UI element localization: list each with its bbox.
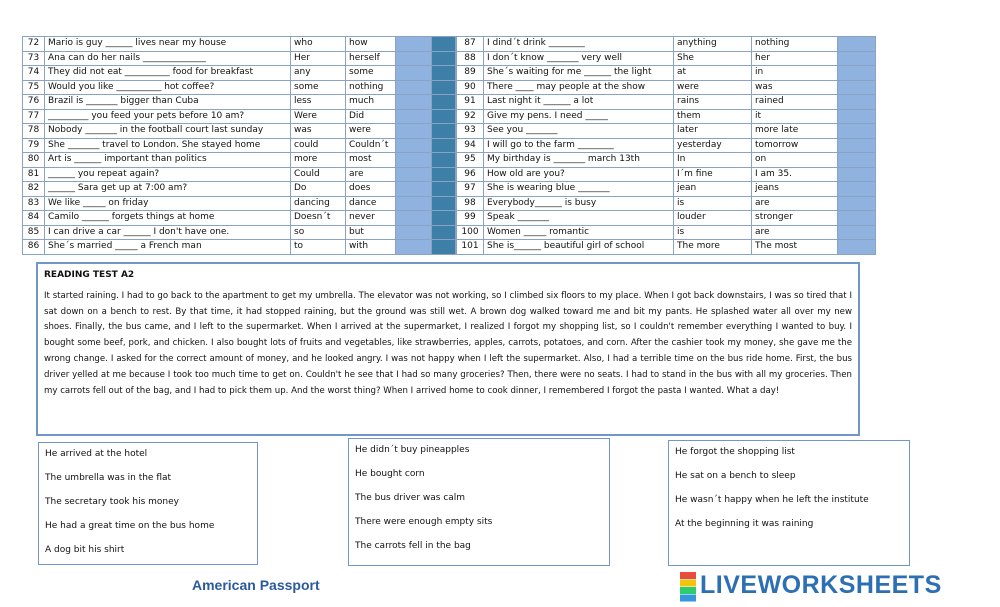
question-number: 98 bbox=[457, 196, 484, 211]
question-number: 85 bbox=[23, 225, 45, 240]
option-b[interactable]: I am 35. bbox=[752, 167, 838, 182]
option-b[interactable]: with bbox=[346, 240, 396, 255]
statement[interactable]: He wasn´t happy when he left the institute bbox=[675, 495, 869, 505]
table-row bbox=[457, 124, 876, 139]
option-b[interactable]: dance bbox=[346, 196, 396, 211]
answer-field[interactable] bbox=[396, 138, 432, 153]
question-sentence: Art is ______ important than politics bbox=[45, 153, 291, 168]
option-b[interactable]: how bbox=[346, 37, 396, 52]
statement[interactable]: A dog bit his shirt bbox=[45, 545, 125, 555]
answer-field[interactable] bbox=[396, 167, 432, 182]
answer-field[interactable] bbox=[838, 182, 876, 197]
question-number: 89 bbox=[457, 66, 484, 81]
question-sentence: Nobody _______ in the football court last sunday bbox=[45, 124, 291, 139]
question-number: 73 bbox=[23, 51, 45, 66]
answer-field[interactable] bbox=[396, 95, 432, 110]
question-sentence: My birthday is _______ march 13th bbox=[484, 153, 674, 168]
question-number: 79 bbox=[23, 138, 45, 153]
reading-title: READING TEST A2 bbox=[44, 270, 135, 280]
question-number: 72 bbox=[23, 37, 45, 52]
question-sentence: I can drive a car ______ I don't have one. bbox=[45, 225, 291, 240]
option-b[interactable]: some bbox=[346, 66, 396, 81]
table-row bbox=[457, 138, 876, 153]
option-a[interactable]: louder bbox=[674, 211, 752, 226]
question-number: 87 bbox=[457, 37, 484, 52]
answer-marker bbox=[432, 167, 456, 182]
option-b[interactable]: on bbox=[752, 153, 838, 168]
option-a[interactable]: dancing bbox=[291, 196, 346, 211]
option-a[interactable]: to bbox=[291, 240, 346, 255]
question-number: 88 bbox=[457, 51, 484, 66]
option-a[interactable]: In bbox=[674, 153, 752, 168]
option-b[interactable]: were bbox=[346, 124, 396, 139]
option-a[interactable]: later bbox=[674, 124, 752, 139]
table-row bbox=[23, 80, 456, 95]
option-a[interactable]: She bbox=[674, 51, 752, 66]
liveworksheets-logo-icon bbox=[680, 572, 696, 602]
question-sentence: Everybody______ is busy bbox=[484, 196, 674, 211]
option-a[interactable]: any bbox=[291, 66, 346, 81]
question-number: 93 bbox=[457, 124, 484, 139]
answer-marker bbox=[432, 66, 456, 81]
table-row bbox=[457, 240, 876, 255]
table-row bbox=[457, 167, 876, 182]
option-b[interactable]: nothing bbox=[752, 37, 838, 52]
option-a[interactable]: Were bbox=[291, 109, 346, 124]
answer-field[interactable] bbox=[396, 196, 432, 211]
question-sentence: She _______ travel to London. She stayed home bbox=[45, 138, 291, 153]
option-b[interactable]: stronger bbox=[752, 211, 838, 226]
option-b[interactable]: are bbox=[752, 196, 838, 211]
table-row bbox=[457, 80, 876, 95]
table-row bbox=[23, 167, 456, 182]
option-a[interactable]: were bbox=[674, 80, 752, 95]
answer-field[interactable] bbox=[838, 196, 876, 211]
question-number: 100 bbox=[457, 225, 484, 240]
table-row bbox=[457, 182, 876, 197]
question-number: 75 bbox=[23, 80, 45, 95]
statement[interactable]: The umbrella was in the flat bbox=[45, 473, 172, 483]
answer-field[interactable] bbox=[396, 124, 432, 139]
reading-passage bbox=[36, 262, 860, 436]
answer-marker bbox=[432, 51, 456, 66]
answer-field[interactable] bbox=[396, 225, 432, 240]
question-sentence: See you _______ bbox=[484, 124, 674, 139]
option-a[interactable]: yesterday bbox=[674, 138, 752, 153]
table-row bbox=[23, 240, 456, 255]
answer-marker bbox=[432, 240, 456, 255]
table-row bbox=[457, 37, 876, 52]
option-b[interactable]: rained bbox=[752, 95, 838, 110]
option-b[interactable]: more late bbox=[752, 124, 838, 139]
answer-field[interactable] bbox=[838, 66, 876, 81]
statement[interactable]: He sat on a bench to sleep bbox=[675, 471, 796, 481]
statement[interactable]: The carrots fell in the bag bbox=[355, 541, 471, 551]
option-a[interactable]: Could bbox=[291, 167, 346, 182]
table-row bbox=[457, 109, 876, 124]
option-a[interactable]: was bbox=[291, 124, 346, 139]
option-a[interactable]: at bbox=[674, 66, 752, 81]
table-row bbox=[23, 153, 456, 168]
option-b[interactable]: her bbox=[752, 51, 838, 66]
question-sentence: Last night it ______ a lot bbox=[484, 95, 674, 110]
answer-field[interactable] bbox=[838, 167, 876, 182]
option-a[interactable]: anything bbox=[674, 37, 752, 52]
answer-field[interactable] bbox=[396, 37, 432, 52]
question-sentence: They did not eat __________ food for breakfast bbox=[45, 66, 291, 81]
option-b[interactable]: never bbox=[346, 211, 396, 226]
answer-field[interactable] bbox=[396, 182, 432, 197]
answer-marker bbox=[432, 225, 456, 240]
option-b[interactable]: nothing bbox=[346, 80, 396, 95]
option-b[interactable]: but bbox=[346, 225, 396, 240]
answer-marker bbox=[432, 182, 456, 197]
answer-field[interactable] bbox=[396, 80, 432, 95]
reading-text: It started raining. I had to go back to the apartment to get my umbrella. The elevator was not working, so I climbed six floors to my place. When I got back downstairs, I was so tired that I sat down on a bench to rest. By that time, it had stopped raining, but the ground was still wet. A brown dog walked toward me and bit my pants. He splashed water all over my new shoes. Finally, the bus came, and I left to the supermarket. When I arrived at the supermarket, I realized I forgot my shopping list, so I couldn't remember everything I wanted to buy. I bought some beef, pork, and chicken. I also bought lots of fruits and vegetables, like strawberries, apples, carrots, potatoes, and corn. After the cashier took my money, she gave me the wrong change. I asked for the correct amount of money, and he looked angry. I was not happy when I left the supermarket. Also, I had a terrible time on the bus ride home. First, the bus driver yelled at me because I took too much time to get on. Couldn't he see that I had so many groceries? Then, there were no seats. I had to stand in the bus with all my groceries. Then my carrots fell out of the bag, and I had to pick them up. And the worst thing? When I arrived home to cook dinner, I remembered I forgot the pasta I wanted. What a day! bbox=[44, 290, 852, 396]
question-sentence: I dind´t drink ________ bbox=[484, 37, 674, 52]
question-sentence: ______ you repeat again? bbox=[45, 167, 291, 182]
answer-field[interactable] bbox=[838, 211, 876, 226]
question-sentence: Speak _______ bbox=[484, 211, 674, 226]
option-b[interactable]: was bbox=[752, 80, 838, 95]
answer-marker bbox=[432, 80, 456, 95]
option-a[interactable]: rains bbox=[674, 95, 752, 110]
question-number: 74 bbox=[23, 66, 45, 81]
question-sentence: Women _____ romantic bbox=[484, 225, 674, 240]
grammar-table-right bbox=[456, 36, 876, 255]
option-a[interactable]: is bbox=[674, 225, 752, 240]
answer-marker bbox=[432, 138, 456, 153]
table-row bbox=[23, 109, 456, 124]
question-sentence: She is wearing blue _______ bbox=[484, 182, 674, 197]
answer-field[interactable] bbox=[838, 95, 876, 110]
statement[interactable]: The bus driver was calm bbox=[355, 493, 466, 503]
option-b[interactable]: Couldn´t bbox=[346, 138, 396, 153]
option-b[interactable]: The most bbox=[752, 240, 838, 255]
table-row bbox=[23, 37, 456, 52]
table-row bbox=[457, 51, 876, 66]
answer-field[interactable] bbox=[396, 211, 432, 226]
answer-field[interactable] bbox=[838, 153, 876, 168]
answer-marker bbox=[432, 153, 456, 168]
question-number: 101 bbox=[457, 240, 484, 255]
question-number: 99 bbox=[457, 211, 484, 226]
question-sentence: I will go to the farm ________ bbox=[484, 138, 674, 153]
answer-field[interactable] bbox=[396, 66, 432, 81]
question-number: 86 bbox=[23, 240, 45, 255]
answer-field[interactable] bbox=[396, 240, 432, 255]
table-row bbox=[23, 51, 456, 66]
option-b[interactable]: jeans bbox=[752, 182, 838, 197]
option-b[interactable]: Did bbox=[346, 109, 396, 124]
table-row bbox=[457, 225, 876, 240]
answer-field[interactable] bbox=[838, 225, 876, 240]
grammar-table-left bbox=[22, 36, 456, 255]
option-b[interactable]: does bbox=[346, 182, 396, 197]
statement[interactable]: At the beginning it was raining bbox=[675, 519, 814, 529]
option-a[interactable]: Doesn´t bbox=[291, 211, 346, 226]
table-row bbox=[457, 196, 876, 211]
option-a[interactable]: less bbox=[291, 95, 346, 110]
question-number: 96 bbox=[457, 167, 484, 182]
statement[interactable]: He forgot the shopping list bbox=[675, 447, 795, 457]
american-passport-logo: American Passport bbox=[192, 577, 320, 593]
table-row bbox=[457, 153, 876, 168]
option-b[interactable]: it bbox=[752, 109, 838, 124]
question-sentence: She´s waiting for me ______ the light bbox=[484, 66, 674, 81]
answer-marker bbox=[432, 211, 456, 226]
question-sentence: ______ Sara get up at 7:00 am? bbox=[45, 182, 291, 197]
question-number: 90 bbox=[457, 80, 484, 95]
option-b[interactable]: in bbox=[752, 66, 838, 81]
question-number: 80 bbox=[23, 153, 45, 168]
question-sentence: Camilo ______ forgets things at home bbox=[45, 211, 291, 226]
answer-field[interactable] bbox=[838, 109, 876, 124]
question-sentence: Mario is guy ______ lives near my house bbox=[45, 37, 291, 52]
option-a[interactable]: some bbox=[291, 80, 346, 95]
question-number: 82 bbox=[23, 182, 45, 197]
question-number: 97 bbox=[457, 182, 484, 197]
question-number: 91 bbox=[457, 95, 484, 110]
option-a[interactable]: is bbox=[674, 196, 752, 211]
question-sentence: Brazil is _______ bigger than Cuba bbox=[45, 95, 291, 110]
answer-field[interactable] bbox=[838, 51, 876, 66]
statements-box-1 bbox=[38, 442, 258, 565]
answer-marker bbox=[432, 196, 456, 211]
question-number: 84 bbox=[23, 211, 45, 226]
answer-field[interactable] bbox=[838, 124, 876, 139]
question-number: 83 bbox=[23, 196, 45, 211]
question-number: 77 bbox=[23, 109, 45, 124]
question-number: 76 bbox=[23, 95, 45, 110]
option-b[interactable]: tomorrow bbox=[752, 138, 838, 153]
table-row bbox=[23, 182, 456, 197]
statements-box-2 bbox=[348, 438, 610, 566]
answer-marker bbox=[432, 95, 456, 110]
answer-marker bbox=[432, 124, 456, 139]
option-a[interactable]: more bbox=[291, 153, 346, 168]
question-sentence: _________ you feed your pets before 10 am? bbox=[45, 109, 291, 124]
question-sentence: I don´t know _______ very well bbox=[484, 51, 674, 66]
answer-marker bbox=[432, 109, 456, 124]
answer-marker bbox=[432, 37, 456, 52]
question-number: 92 bbox=[457, 109, 484, 124]
liveworksheets-logo: LIVEWORKSHEETS bbox=[700, 571, 942, 599]
question-sentence: She´s married _____ a French man bbox=[45, 240, 291, 255]
option-b[interactable]: much bbox=[346, 95, 396, 110]
answer-field[interactable] bbox=[838, 138, 876, 153]
statement[interactable]: He had a great time on the bus home bbox=[45, 521, 215, 531]
option-b[interactable]: are bbox=[752, 225, 838, 240]
table-row bbox=[457, 211, 876, 226]
question-number: 78 bbox=[23, 124, 45, 139]
statement[interactable]: The secretary took his money bbox=[45, 497, 179, 507]
statement[interactable]: He arrived at the hotel bbox=[45, 449, 148, 459]
option-a[interactable]: so bbox=[291, 225, 346, 240]
table-row bbox=[457, 66, 876, 81]
answer-field[interactable] bbox=[396, 109, 432, 124]
question-sentence: How old are you? bbox=[484, 167, 674, 182]
option-a[interactable]: who bbox=[291, 37, 346, 52]
question-sentence: There ____ may people at the show bbox=[484, 80, 674, 95]
table-row bbox=[23, 225, 456, 240]
answer-field[interactable] bbox=[838, 80, 876, 95]
option-b[interactable]: herself bbox=[346, 51, 396, 66]
table-row bbox=[23, 124, 456, 139]
statement[interactable]: He bought corn bbox=[355, 469, 425, 479]
table-row bbox=[457, 95, 876, 110]
question-number: 81 bbox=[23, 167, 45, 182]
question-sentence: She is______ beautiful girl of school bbox=[484, 240, 674, 255]
table-row bbox=[23, 138, 456, 153]
option-a[interactable]: Do bbox=[291, 182, 346, 197]
question-sentence: Give my pens. I need _____ bbox=[484, 109, 674, 124]
answer-field[interactable] bbox=[838, 240, 876, 255]
option-a[interactable]: could bbox=[291, 138, 346, 153]
question-sentence: Would you like __________ hot coffee? bbox=[45, 80, 291, 95]
answer-field[interactable] bbox=[396, 51, 432, 66]
statement[interactable]: He didn´t buy pineapples bbox=[355, 445, 470, 455]
statement[interactable]: There were enough empty sits bbox=[355, 517, 493, 527]
question-number: 95 bbox=[457, 153, 484, 168]
table-row bbox=[23, 211, 456, 226]
question-number: 94 bbox=[457, 138, 484, 153]
option-b[interactable]: most bbox=[346, 153, 396, 168]
table-row bbox=[23, 95, 456, 110]
table-row bbox=[23, 66, 456, 81]
answer-field[interactable] bbox=[838, 37, 876, 52]
answer-field[interactable] bbox=[396, 153, 432, 168]
option-a[interactable]: The more bbox=[674, 240, 752, 255]
option-a[interactable]: I´m fine bbox=[674, 167, 752, 182]
option-b[interactable]: are bbox=[346, 167, 396, 182]
option-a[interactable]: Her bbox=[291, 51, 346, 66]
table-row bbox=[23, 196, 456, 211]
option-a[interactable]: jean bbox=[674, 182, 752, 197]
question-sentence: We like _____ on friday bbox=[45, 196, 291, 211]
statements-box-3 bbox=[668, 440, 910, 566]
option-a[interactable]: them bbox=[674, 109, 752, 124]
question-sentence: Ana can do her nails ______________ bbox=[45, 51, 291, 66]
